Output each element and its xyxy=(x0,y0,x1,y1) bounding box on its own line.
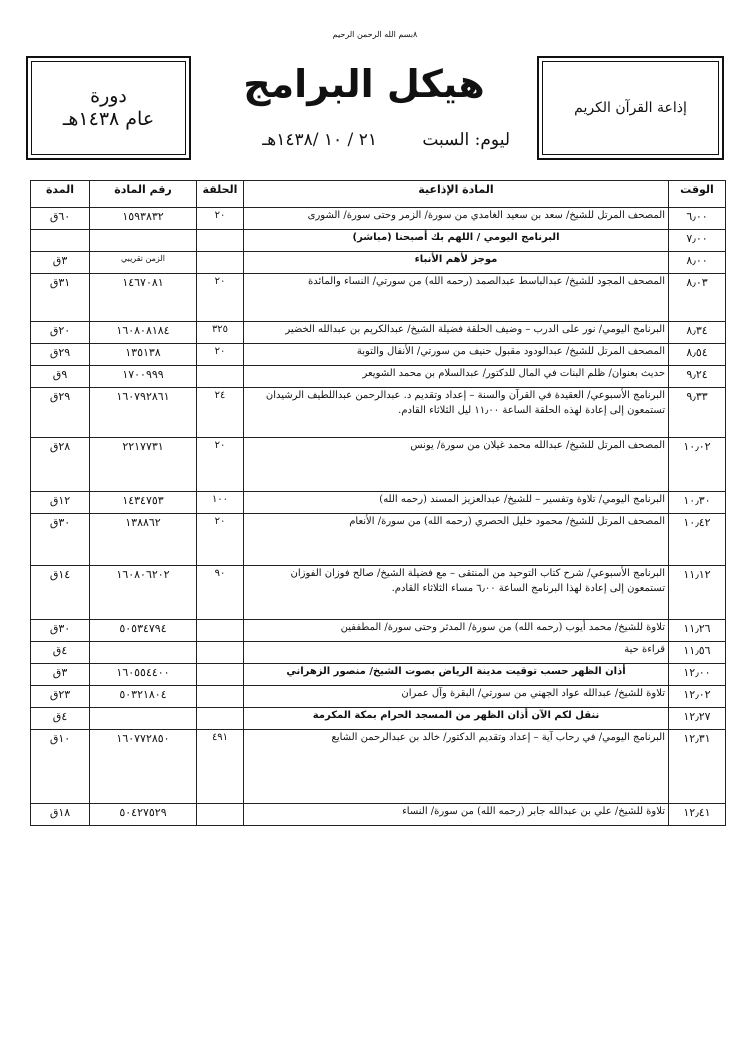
cell-program xyxy=(244,804,669,826)
program-text: المصحف المرتل للشيخ/ عبدالله محمد غيلان من سورة/ يونس xyxy=(410,440,665,451)
cell-duration: ٩ق xyxy=(31,366,90,388)
day-label: ليوم: السبت xyxy=(422,130,510,150)
station-box-inner-border xyxy=(542,61,719,155)
cell-duration: ١٨ق xyxy=(31,804,90,826)
table-row xyxy=(31,514,726,566)
cell-program xyxy=(244,686,669,708)
cell-duration: ٣٠ق xyxy=(31,620,90,642)
cell-time: ١١٫٥٦ xyxy=(669,642,726,664)
table-row xyxy=(31,252,726,274)
cell-duration: ٣ق xyxy=(31,664,90,686)
cell-number: ٥٠٣٢١٨٠٤ xyxy=(90,686,197,708)
schedule-table xyxy=(30,180,726,826)
cell-number: ١٦٠٧٧٢٨٥٠ xyxy=(90,730,197,804)
cell-number xyxy=(90,230,197,252)
cell-program xyxy=(244,322,669,344)
basmala-text: ٨بسم الله الرحمن الرحيم xyxy=(332,30,418,39)
cell-number: الزمن تقريبي xyxy=(90,252,197,274)
col-header-time: الوقت xyxy=(669,181,726,208)
cell-duration: ٤ق xyxy=(31,708,90,730)
cell-episode xyxy=(197,366,244,388)
cell-time: ١٢٫٢٧ xyxy=(669,708,726,730)
cell-number: ١٤٦٧٠٨١ xyxy=(90,274,197,322)
cell-number xyxy=(90,642,197,664)
program-text: المصحف المرتل للشيخ/ محمود خليل الحصري (رحمه الله) من سورة/ الأنعام xyxy=(349,516,665,527)
table-row xyxy=(31,686,726,708)
cell-time: ١٢٫٤١ xyxy=(669,804,726,826)
cell-program xyxy=(244,230,669,252)
cell-time: ١٠٫٤٢ xyxy=(669,514,726,566)
cell-episode xyxy=(197,230,244,252)
table-row xyxy=(31,804,726,826)
cell-episode: ٣٢٥ xyxy=(197,322,244,344)
program-text: حديث بعنوان/ ظلم البنات في المال للدكتور/ عبدالسلام بن محمد الشويعر xyxy=(362,368,665,379)
cell-episode: ٢٠ xyxy=(197,438,244,492)
cell-time: ١٢٫٣١ xyxy=(669,730,726,804)
table-row xyxy=(31,492,726,514)
cell-duration: ٢٨ق xyxy=(31,438,90,492)
date-line xyxy=(220,130,510,150)
col-header-program: المادة الإذاعية xyxy=(244,181,669,208)
table-row xyxy=(31,566,726,620)
cell-program xyxy=(244,366,669,388)
station-box xyxy=(537,56,724,160)
cell-number: ١٤٣٤٧٥٣ xyxy=(90,492,197,514)
cell-program xyxy=(244,492,669,514)
cell-duration xyxy=(31,230,90,252)
cell-number: ٢٢١٧٧٣١ xyxy=(90,438,197,492)
cell-time: ٧٫٠٠ xyxy=(669,230,726,252)
cell-program xyxy=(244,730,669,804)
program-text: البرنامج اليومي/ في رحاب آية – إعداد وتقديم الدكتور/ خالد بن عبدالرحمن الشايع xyxy=(331,732,665,743)
cell-number: ١٦٠٨٠٨١٨٤ xyxy=(90,322,197,344)
cell-number: ١٦٠٨٠٦٢٠٢ xyxy=(90,566,197,620)
col-header-episode: الحلقة xyxy=(197,181,244,208)
program-rerun-note: تستمعون إلى إعادة لهذه الحلقة الساعة ١١٫٠٠ ليل الثلاثاء القادم. xyxy=(398,405,665,416)
cell-duration: ٢٠ق xyxy=(31,322,90,344)
cell-duration: ٦٠ق xyxy=(31,208,90,230)
table-row xyxy=(31,708,726,730)
cell-program xyxy=(244,566,669,620)
cell-program xyxy=(244,514,669,566)
table-row xyxy=(31,438,726,492)
cell-time: ٨٫٠٠ xyxy=(669,252,726,274)
program-text: تلاوة للشيخ/ محمد أيوب (رحمه الله) من سورة/ المدثر وحتى سورة/ المطففين xyxy=(340,622,665,633)
table-header-row xyxy=(31,181,726,208)
col-header-duration: المدة xyxy=(31,181,90,208)
cell-episode xyxy=(197,708,244,730)
table-row xyxy=(31,730,726,804)
table-row xyxy=(31,230,726,252)
program-text: البرنامج الأسبوعي/ شرح كتاب التوحيد من المنتقى – مع فضيلة الشيخ/ صالح فوزان الفوزان xyxy=(290,568,665,579)
cell-program xyxy=(244,388,669,438)
cell-episode: ٢٤ xyxy=(197,388,244,438)
cell-number: ٥٠٥٣٤٧٩٤ xyxy=(90,620,197,642)
cell-number: ١٦٠٥٥٤٤٠٠ xyxy=(90,664,197,686)
table-row xyxy=(31,322,726,344)
cell-program xyxy=(244,438,669,492)
program-text: البرنامج اليومي / اللهم بك أصبحنا (مباشر) xyxy=(352,232,560,243)
program-text: البرنامج الأسبوعي/ العقيدة في القرآن والسنة – إعداد وتقديم د. عبدالرحمن عبداللطيف الرشيدان xyxy=(265,390,665,401)
cell-time: ١٠٫٣٠ xyxy=(669,492,726,514)
cell-duration: ٤ق xyxy=(31,642,90,664)
cell-time: ٨٫٠٣ xyxy=(669,274,726,322)
cell-time: ١٢٫٠٠ xyxy=(669,664,726,686)
cell-episode: ٢٠ xyxy=(197,514,244,566)
cell-episode xyxy=(197,686,244,708)
cell-number xyxy=(90,708,197,730)
program-text: المصحف المرتل للشيخ/ سعد بن سعيد الغامدي من سورة/ الزمر وحتى سورة/ الشورى xyxy=(307,210,665,221)
table-row xyxy=(31,344,726,366)
cell-time: ٩٫٣٣ xyxy=(669,388,726,438)
cell-duration: ١٢ق xyxy=(31,492,90,514)
table-row xyxy=(31,274,726,322)
cell-program xyxy=(244,620,669,642)
cell-time: ١١٫١٢ xyxy=(669,566,726,620)
cell-episode xyxy=(197,620,244,642)
cell-duration: ٣٠ق xyxy=(31,514,90,566)
program-text: ننقل لكم الآن أذان الظهر من المسجد الحرام بمكة المكرمة xyxy=(312,710,600,721)
cell-time: ٦٫٠٠ xyxy=(669,208,726,230)
cell-episode xyxy=(197,252,244,274)
cell-time: ١٢٫٠٢ xyxy=(669,686,726,708)
cell-duration: ١٤ق xyxy=(31,566,90,620)
cell-number: ١٦٠٧٩٢٨٦١ xyxy=(90,388,197,438)
cell-number: ١٧٠٠٩٩٩ xyxy=(90,366,197,388)
cell-program xyxy=(244,252,669,274)
page-title: هيكل البرامج xyxy=(243,62,485,106)
cell-number: ١٥٩٣٨٣٢ xyxy=(90,208,197,230)
cell-episode xyxy=(197,642,244,664)
cell-program xyxy=(244,208,669,230)
cell-episode: ٩٠ xyxy=(197,566,244,620)
cell-program xyxy=(244,642,669,664)
table-row xyxy=(31,664,726,686)
cell-episode: ٢٠ xyxy=(197,274,244,322)
cell-duration: ٣١ق xyxy=(31,274,90,322)
cell-episode: ٢٠ xyxy=(197,344,244,366)
program-text: البرنامج اليومي/ تلاوة وتفسير – للشيخ/ عبدالعزيز المسند (رحمه الله) xyxy=(379,494,665,505)
program-text: المصحف المجود للشيخ/ عبدالباسط عبدالصمد (رحمه الله) من سورتي/ النساء والمائدة xyxy=(308,276,665,287)
table-row xyxy=(31,642,726,664)
cell-duration: ٢٣ق xyxy=(31,686,90,708)
cell-time: ١٠٫٠٢ xyxy=(669,438,726,492)
cell-duration: ٢٩ق xyxy=(31,388,90,438)
cell-episode xyxy=(197,664,244,686)
cell-episode: ٢٠ xyxy=(197,208,244,230)
table-row xyxy=(31,388,726,438)
program-text: البرنامج اليومي/ نور على الدرب – وضيف الحلقة فضيلة الشيخ/ عبدالكريم بن عبدالله الخضير xyxy=(285,324,665,335)
session-label: دورة xyxy=(90,85,127,107)
session-box-inner-border xyxy=(31,61,186,155)
session-year: عام ١٤٣٨هـ xyxy=(62,108,155,130)
program-text: المصحف المرتل للشيخ/ عبدالودود مقبول حنيف من سورتي/ الأنفال والتوبة xyxy=(356,346,665,357)
cell-program xyxy=(244,274,669,322)
cell-program xyxy=(244,344,669,366)
table-row xyxy=(31,366,726,388)
session-box xyxy=(26,56,191,160)
date-value: ٢١ / ١٠ /١٤٣٨هـ xyxy=(262,130,377,150)
program-rerun-note: تستمعون إلى إعادة لهذا البرنامج الساعة ٦٫٠٠ مساء الثلاثاء القادم. xyxy=(391,583,665,594)
cell-episode: ١٠٠ xyxy=(197,492,244,514)
program-text: تلاوة للشيخ/ علي بن عبدالله جابر (رحمه الله) من سورة/ النساء xyxy=(402,806,665,817)
cell-time: ٩٫٢٤ xyxy=(669,366,726,388)
program-text: تلاوة للشيخ/ عبدالله عواد الجهني من سورتي/ البقرة وآل عمران xyxy=(401,688,665,699)
cell-duration: ١٠ق xyxy=(31,730,90,804)
cell-time: ١١٫٢٦ xyxy=(669,620,726,642)
program-text: موجز لأهم الأنباء xyxy=(414,254,498,265)
cell-number: ٥٠٤٢٧٥٢٩ xyxy=(90,804,197,826)
table-row xyxy=(31,208,726,230)
station-name: إذاعة القرآن الكريم xyxy=(574,100,687,116)
cell-episode xyxy=(197,804,244,826)
cell-time: ٨٫٣٤ xyxy=(669,322,726,344)
cell-number: ١٣٥١٣٨ xyxy=(90,344,197,366)
cell-time: ٨٫٥٤ xyxy=(669,344,726,366)
cell-duration: ٢٩ق xyxy=(31,344,90,366)
table-row xyxy=(31,620,726,642)
program-text: أذان الظهر حسب توقيت مدينة الرياض بصوت الشيخ/ منصور الزهراني xyxy=(286,666,626,677)
cell-number: ١٣٨٨٦٢ xyxy=(90,514,197,566)
cell-episode: ٤٩١ xyxy=(197,730,244,804)
col-header-number: رقم المادة xyxy=(90,181,197,208)
cell-program xyxy=(244,708,669,730)
cell-duration: ٣ق xyxy=(31,252,90,274)
program-text: قراءة حية xyxy=(624,644,665,655)
cell-program xyxy=(244,664,669,686)
